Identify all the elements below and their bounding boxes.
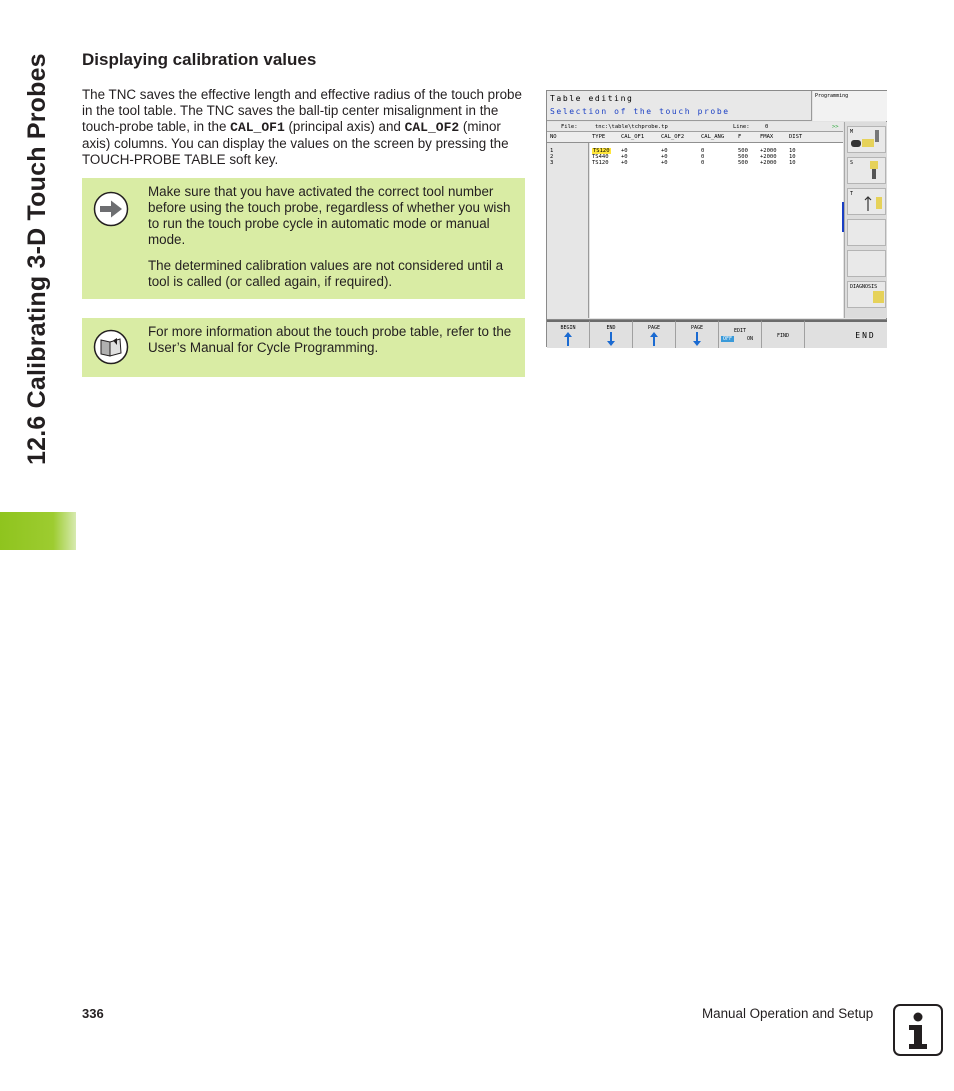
vkey-t[interactable]: T: [847, 188, 886, 215]
softkey-end[interactable]: END: [844, 320, 887, 348]
edit-off-state: OFF: [723, 336, 733, 342]
softkey-end-table[interactable]: END: [590, 320, 633, 348]
note2-paragraph-1: For more information about the touch probe table, refer to the User’s Manual for Cycle Programming.: [148, 324, 512, 355]
table-row[interactable]: 3 TS120 +0 +0 0 500 +2000 10: [550, 160, 796, 166]
col-dist: DIST: [789, 134, 803, 140]
book-icon: [93, 329, 129, 365]
edit-on-state: ON: [747, 336, 754, 342]
col-type: TYPE: [592, 134, 606, 140]
note-box-important: [82, 178, 525, 299]
arrow-down-icon: [692, 331, 702, 347]
softkey-empty[interactable]: [805, 320, 848, 348]
tnc-title: Table editing: [550, 94, 634, 103]
file-label: File:: [561, 124, 578, 130]
page-number: 336: [82, 1006, 104, 1021]
intro-text-3: (minor axis) columns. You can display the values on the screen by pressing the TOUCH-PROBE TABLE soft key.: [82, 119, 509, 167]
note1-paragraph-1: Make sure that you have activated the correct tool number before using the touch probe, regardless of whether you wish to run the touch probe cycle in automatic mode or manual mode.: [148, 184, 511, 247]
info-icon: [893, 1004, 943, 1056]
softkey-edit-toggle[interactable]: EDIT OFF ON: [719, 320, 762, 348]
intro-paragraph: [82, 87, 528, 168]
chapter-tab-marker: [0, 512, 76, 550]
col-cal-of2: CAL_OF2: [661, 134, 685, 140]
softkey-page-down[interactable]: PAGE: [676, 320, 719, 348]
arrow-down-icon: [606, 331, 616, 347]
note1-paragraph-2: The determined calibration values are not considered until a tool is called (or called again, if required).: [148, 258, 504, 289]
table-row[interactable]: 1 TS120 +0 +0 0 500 +2000 10: [550, 148, 796, 154]
tool-holder-icon: [848, 158, 887, 185]
softkey-bar: [547, 319, 887, 347]
tnc-screenshot: [546, 90, 887, 347]
intro-text-2: (principal axis) and: [284, 119, 405, 134]
line-label: Line:: [733, 124, 750, 130]
tnc-mode-label: Programming: [813, 91, 887, 121]
active-cell[interactable]: TS120: [593, 148, 610, 154]
col-cal-ang: CAL_ANG: [701, 134, 725, 140]
intro-text-1: The TNC saves the effective length and effective radius of the touch probe in the tool table. The TNC saves the ball-tip center misalignment in the touch-probe table, in the: [82, 87, 522, 134]
tnc-file-line: [547, 122, 843, 132]
vkey-diagnosis[interactable]: DIAGNOSIS: [847, 281, 886, 308]
arrow-up-icon: [649, 331, 659, 347]
table-body: [590, 143, 843, 318]
spindle-icon: [848, 127, 887, 154]
file-path: tnc:\table\tchprobe.tp: [595, 124, 668, 130]
table-header-row: [547, 132, 843, 143]
tool-axis-icon: [848, 189, 887, 216]
softkey-find[interactable]: FIND: [762, 320, 805, 348]
edit-off-on-switch[interactable]: [721, 336, 753, 342]
softkey-page-up[interactable]: PAGE: [633, 320, 676, 348]
footer-chapter: Manual Operation and Setup: [702, 1006, 874, 1021]
chapter-side-title-text: 12.6 Calibrating 3-D Touch Probes: [23, 53, 51, 465]
vkey-s[interactable]: S: [847, 157, 886, 184]
arrow-up-icon: [563, 331, 573, 347]
tnc-header: [547, 91, 812, 121]
col-f: F: [738, 134, 742, 140]
col-fmax: FMAX: [760, 134, 774, 140]
vkey-empty-2[interactable]: [847, 250, 886, 277]
vkey-empty-1[interactable]: [847, 219, 886, 246]
code-cal-of2: CAL_OF2: [404, 120, 460, 135]
col-cal-of1: CAL_OF1: [621, 134, 645, 140]
scrollbar[interactable]: [842, 202, 844, 232]
table-index-column: [547, 143, 589, 318]
arrow-right-icon: [93, 191, 129, 227]
line-value: 0: [765, 124, 769, 130]
vkey-m[interactable]: M: [847, 126, 886, 153]
vertical-softkey-bar: [844, 122, 887, 318]
table-row[interactable]: 2 TS440 +0 +0 0 500 +2000 10: [550, 154, 796, 160]
softkey-begin[interactable]: BEGIN: [547, 320, 590, 348]
col-no: NO: [550, 134, 557, 140]
tnc-subtitle: Selection of the touch probe: [550, 107, 730, 116]
section-heading: Displaying calibration values: [82, 50, 317, 69]
code-cal-of1: CAL_OF1: [230, 120, 285, 135]
more-columns-indicator[interactable]: >>: [832, 124, 839, 130]
note-box-reference: [82, 318, 525, 377]
